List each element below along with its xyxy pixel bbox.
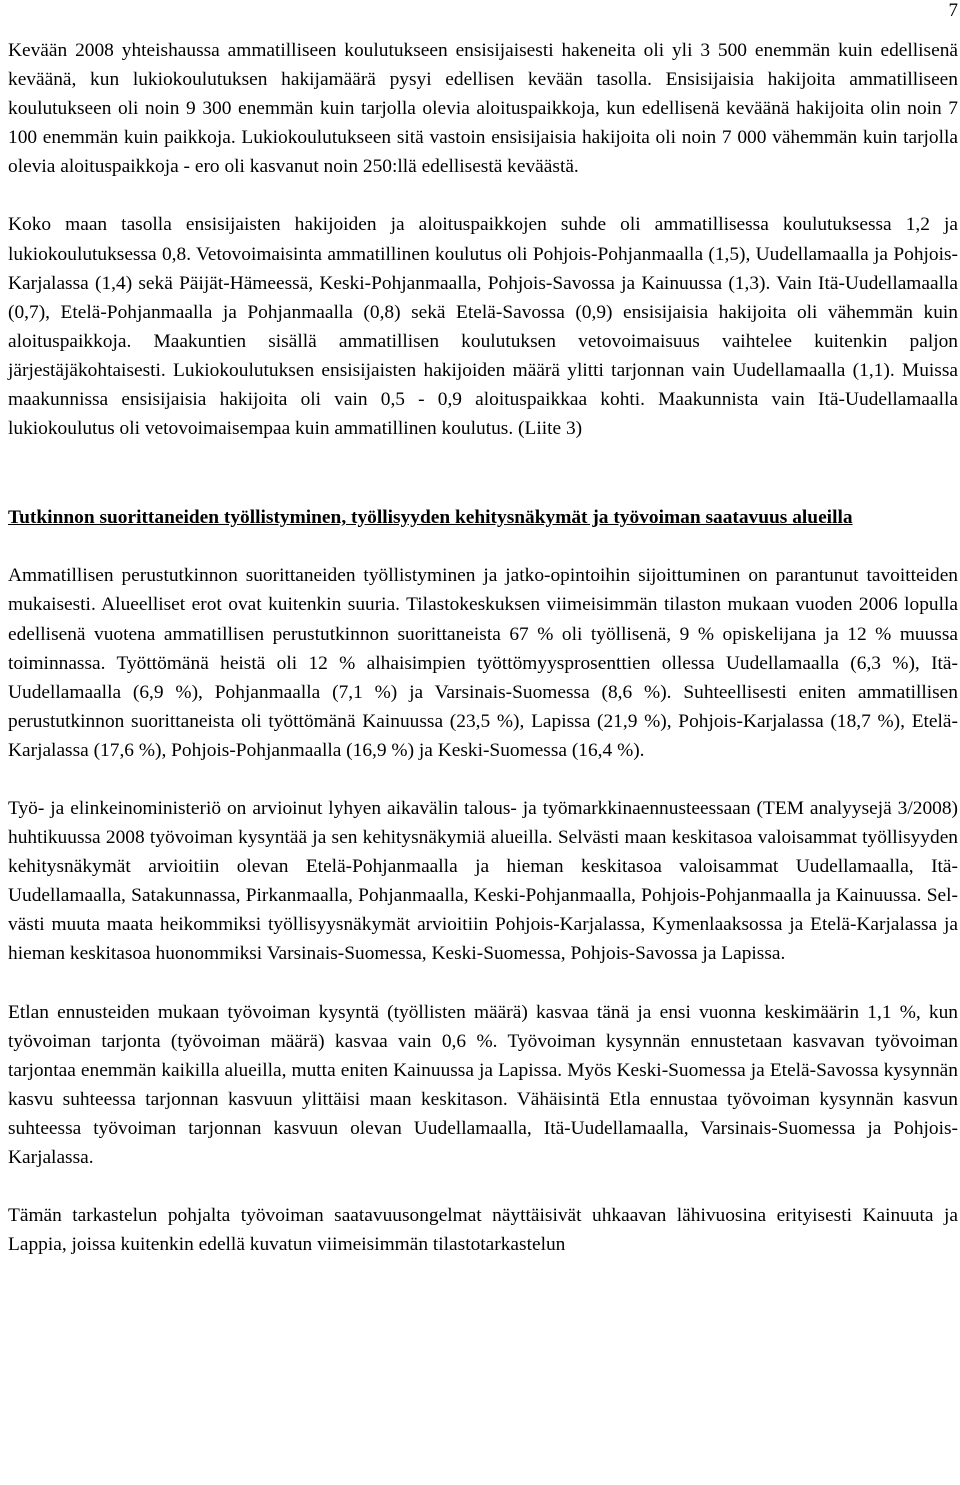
paragraph-applicant-ratio: Koko maan tasolla ensisijaisten hakijoiden ja aloituspaikkojen suhde oli ammatillisessa koulutuksessa 1,2 ja lukiokoulutuksessa 0,8. Vetovoimaisinta ammatillinen koulutus oli Pohjois-Pohjanmaalla (1,5), Uudellamaalla ja Pohjois-Karjalassa (1,4) sekä Päijät-Hämeessä, Keski-Pohjanmaalla, Pohjois-Savossa ja Kainuussa (1,3). Vain Itä-Uudellamaalla (0,7), Etelä-Pohjanmaalla ja Pohjanmaalla (0,8) sekä Etelä-Savossa (0,9) ensisijaisia hakijoita oli vähemmän kuin aloituspaikkoja. Maakuntien sisällä ammatillisen koulutuksen vetovoimaisuus vaihtelee kuitenkin paljon järjestäjäkohtaisesti. Lukiokoulutuksen ensisijaisten hakijoiden määrä ylitti tarjonnan vain Uudellamaalla (1,1). Muissa maakunnissa ensisijaisia hakijoita oli vain 0,5 - 0,9 aloituspaikkaa kohti. Maakunnista vain Itä-Uudellamaalla lukiokoulutus oli vetovoimaisempaa kuin ammatillinen koulutus. (Liite 3)	[8, 214, 958, 440]
document-body	[8, 36, 958, 1259]
paragraph-etla-forecast: Etlan ennusteiden mukaan työvoiman kysyntä (työllisten määrä) kasvaa tänä ja ensi vuonna keskimäärin 1,1 %, kun työvoiman tarjonta (työvoiman määrä) kasvaa vain 0,6 %. Työvoiman kysynnän ennustetaan kasvavan työvoiman tarjontaa enemmän kaikilla alueilla, mutta eniten Kainuussa ja Lapissa. Myös Keski-Suomessa ja Etelä-Savossa kysynnän kasvu suhteessa tarjonnan kasvuun ylittäisi maan keskitason. Vähäisintä Etla ennustaa työvoiman kysynnän kasvun suhteessa työvoiman tarjonnan kasvuun olevan Uudellamaalla, Itä-Uudellamaalla, Varsinais-Suomessa ja Pohjois-Karjalassa.	[8, 1001, 958, 1168]
paragraph-tem-forecast: Työ- ja elinkeinoministeriö on arvioinut lyhyen aikavälin talous- ja työmarkkinaennusteessaan (TEM analyysejä 3/2008) huhtikuussa 2008 työvoiman kysyntää ja sen kehitysnäkymiä alueilla. Selvästi maan keskitasoa valoisammat työllisyyden kehitysnäkymät arvioitiin olevan Etelä-Pohjanmaalla ja hieman keskitasoa valoisammat Uudellamaalla, Itä-Uudellamaalla, Satakunnassa, Pirkanmaalla, Pohjanmaalla, Keski-Pohjanmaalla, Pohjois-Pohjanmaalla ja Kainuussa. Selvästi muuta maata heikommiksi työllisyysnäkymät arvioitiin Pohjois-Karjalassa, Kymenlaaksossa ja Etelä-Karjalassa ja hieman keskitasoa huonommiksi Varsinais-Suomessa, Keski-Suomessa, Pohjois-Savossa ja Lapissa.	[8, 797, 958, 965]
page-number: 7	[948, 0, 958, 21]
paragraph-employment: Ammatillisen perustutkinnon suorittaneiden työllistyminen ja jatko-opintoihin sijoittuminen on parantunut tavoitteiden mukaisesti. Alueelliset erot ovat kuitenkin suuria. Tilastokeskuksen viimeisimmän tilaston mukaan vuoden 2006 lopulla edellisenä vuotena ammatillisen perustutkinnon suorittaneista 67 % oli työllisenä, 9 % opiskelijana ja 12 % muussa toiminnassa. Työttömänä heistä oli 12 % alhaisimpien työttömyysprosenttien ollessa Uudellamaalla (6,3 %), Itä-Uudellamaalla (6,9 %), Pohjanmaalla (7,1 %) ja Varsinais-Suomessa (8,6 %). Suhteellisesti eniten ammatillisen perustutkinnon suorittaneista oli työttömänä Kainuussa (23,5 %), Lapissa (21,9 %), Pohjois-Karjalassa (18,7 %), Etelä-Karjalassa (17,6 %), Pohjois-Pohjanmaalla (16,9 %) ja Keski-Suomessa (16,4 %).	[8, 565, 958, 761]
section-heading: Tutkinnon suorittaneiden työllistyminen, työllisyyden kehitysnäkymät ja työvoiman saatavuus alueilla	[8, 507, 853, 529]
paragraph-conclusion: Tämän tarkastelun pohjalta työvoiman saatavuusongelmat näyttäisivät uhkaavan lähivuosina erityisesti Kainuuta ja Lappia, joissa kuitenkin edellä kuvatun viimeisimmän tilastotarkastelun	[8, 1205, 958, 1256]
paragraph-applicants-2008: Kevään 2008 yhteishaussa ammatilliseen koulutukseen ensisijaisesti hakeneita oli yli 3 500 enemmän kuin edellisenä keväänä, kun lukiokoulutuksen hakijamäärä pysyi edellisen kevään tasolla. Ensisijaisia hakijoita ammatilliseen koulutukseen oli noin 9 300 enemmän kuin tarjolla olevia aloituspaikkoja, kun edellisenä keväänä hakijoita olin noin 7 100 enemmän kuin paikkoja. Lukiokoulutukseen sitä vastoin ensisijaisia hakijoita oli noin 7 000 vähemmän kuin tarjolla olevia aloituspaikkoja - ero oli kasvanut noin 250:llä edellisestä keväästä.	[8, 40, 958, 178]
